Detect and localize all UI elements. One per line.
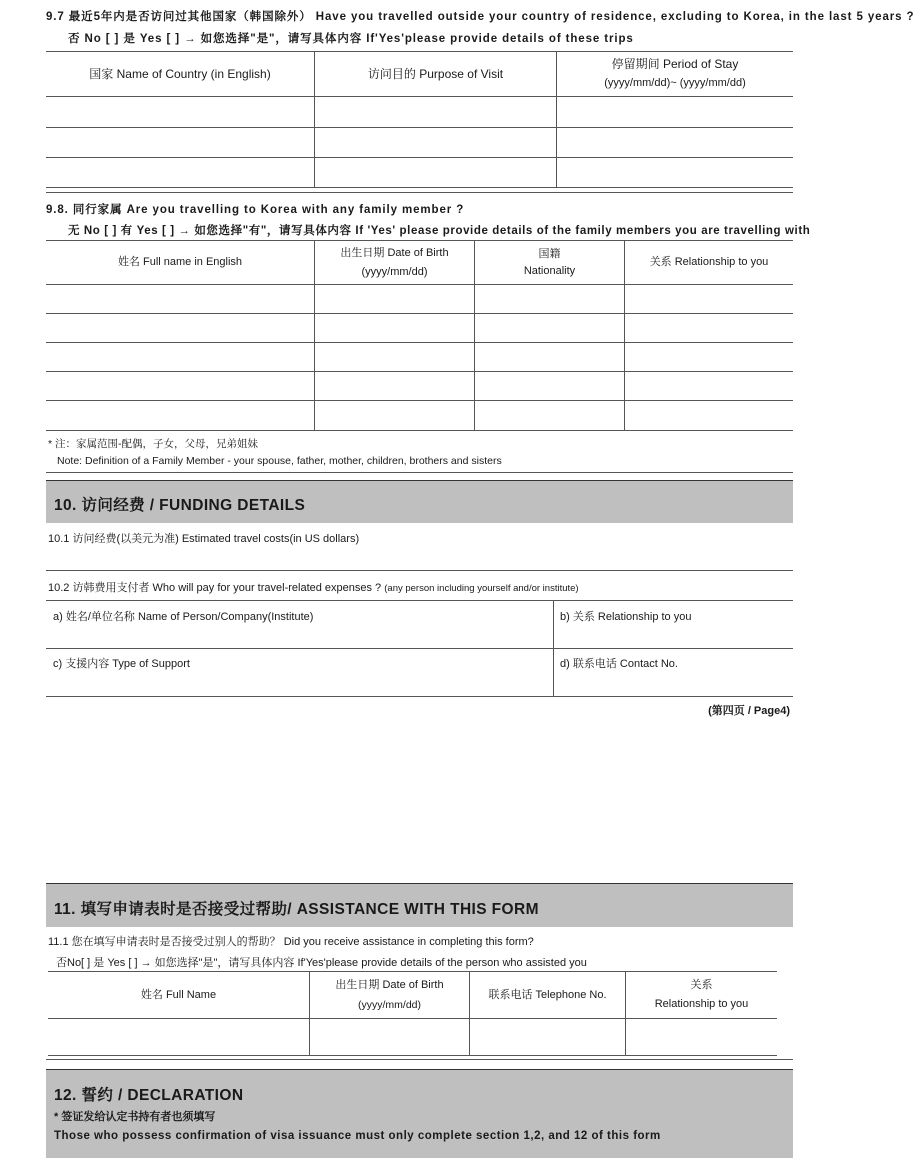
header-relationship: 关系 Relationship to you xyxy=(649,256,769,268)
travel-cost-input[interactable] xyxy=(46,546,793,570)
input-country-1[interactable] xyxy=(46,97,314,127)
header-assistant-dob: 出生日期 Date of Birth (yyyy/mm/dd) xyxy=(335,979,444,1011)
declaration-note-chinese: * 签证发给认定书持有者也须填写 xyxy=(54,1111,216,1123)
family-row-2[interactable] xyxy=(46,314,793,342)
input-assistant-phone[interactable] xyxy=(470,1019,625,1055)
section-title-funding: 10. 访问经费 / FUNDING DETAILS xyxy=(54,497,306,514)
section-header-funding xyxy=(46,480,793,523)
answer-9-7: 否 No [ ] 是 Yes [ ] → 如您选择"是"，请写具体内容 If'Yes'please provide details of these trips xyxy=(68,33,634,45)
header-purpose: 访问目的 Purpose of Visit xyxy=(367,66,504,81)
input-country-3[interactable] xyxy=(46,158,314,187)
payer-contact-field[interactable] xyxy=(554,649,793,696)
family-row-4[interactable] xyxy=(46,372,793,400)
input-purpose-3[interactable] xyxy=(315,158,556,187)
section-header-assistance xyxy=(46,883,793,927)
declaration-note-english: Those who possess confirmation of visa issuance must only complete section 1,2, and 12 of this form xyxy=(54,1130,661,1142)
question-9-7: 9.7 最近5年内是否访问过其他国家（韩国除外） Have you travelled outside your country of residence, excluding to Korea, in the last 5 years ? xyxy=(46,11,914,23)
family-row-3[interactable] xyxy=(46,343,793,371)
payer-name-field[interactable] xyxy=(46,601,553,648)
divider xyxy=(46,472,793,473)
page-number: (第四页 / Page4) xyxy=(708,705,790,717)
section-title-assistance: 11. 填写申请表时是否接受过帮助/ ASSISTANCE WITH THIS FORM xyxy=(54,901,539,918)
header-full-name: 姓名 Full name in English xyxy=(117,256,243,268)
support-type-field[interactable] xyxy=(46,649,553,696)
payer-contact-label: d) 联系电话 Contact No. xyxy=(560,658,678,670)
input-purpose-2[interactable] xyxy=(315,128,556,157)
question-11-1: 11.1 您在填写申请表时是否接受过别人的帮助？ Did you receive assistance in completing this form? xyxy=(48,936,534,948)
family-note-english: Note: Definition of a Family Member - your spouse, father, mother, children, brothers and sisters xyxy=(57,455,502,467)
support-type-label: c) 支援内容 Type of Support xyxy=(53,658,190,670)
table-border xyxy=(48,1055,777,1056)
header-assistant-phone: 联系电话 Telephone No. xyxy=(488,988,607,1001)
input-assistant-dob[interactable] xyxy=(310,1019,469,1055)
table-border xyxy=(46,430,793,431)
payer-relationship-field[interactable] xyxy=(554,601,793,648)
input-period-3[interactable] xyxy=(557,158,793,187)
answer-9-8: 无 No [ ] 有 Yes [ ] → 如您选择"有"，请写具体内容 If 'Yes' please provide details of the family members you are travelling with xyxy=(68,225,811,237)
family-row-1[interactable] xyxy=(46,285,793,313)
question-10-1: 10.1 访问经费(以美元为准) Estimated travel costs(in US dollars) xyxy=(48,533,360,545)
input-period-1[interactable] xyxy=(557,97,793,127)
header-country: 国家 Name of Country (in English) xyxy=(89,66,271,81)
question-9-8: 9.8. 同行家属 Are you travelling to Korea with any family member ? xyxy=(46,204,465,216)
header-nationality: 国籍 Nationality xyxy=(523,247,576,277)
payer-relationship-label: b) 关系 Relationship to you xyxy=(560,611,692,623)
table-border xyxy=(46,192,793,193)
divider xyxy=(46,570,793,571)
input-purpose-1[interactable] xyxy=(315,97,556,127)
header-period: 停留期间 Period of Stay (yyyy/mm/dd)~ (yyyy/mm/dd) xyxy=(604,57,746,89)
answer-11-1: 否No[ ] 是 Yes [ ] → 如您选择"是"，请写具体内容 If'Yes'please provide details of the person who assisted you xyxy=(56,957,587,969)
section-title-declaration: 12. 誓约 / DECLARATION xyxy=(54,1087,244,1104)
table-border xyxy=(46,187,793,188)
table-border xyxy=(46,1059,793,1060)
header-assistant-relationship: 关系 Relationship to you xyxy=(654,979,749,1010)
input-country-2[interactable] xyxy=(46,128,314,157)
payer-name-label: a) 姓名/单位名称 Name of Person/Company(Institute) xyxy=(53,611,314,623)
family-row-5[interactable] xyxy=(46,401,793,430)
family-note-chinese: * 注：家属范围-配偶，子女，父母，兄弟姐妹 xyxy=(48,438,258,450)
section-header-declaration xyxy=(46,1069,793,1158)
divider xyxy=(46,696,793,697)
input-assistant-relationship[interactable] xyxy=(626,1019,777,1055)
input-period-2[interactable] xyxy=(557,128,793,157)
header-date-of-birth: 出生日期 Date of Birth (yyyy/mm/dd) xyxy=(340,246,449,278)
question-10-2: 10.2 访韩费用支付者 Who will pay for your travel-related expenses ? (any person including yourself and/or institute) xyxy=(48,582,579,594)
input-assistant-name[interactable] xyxy=(48,1019,309,1055)
header-assistant-name: 姓名 Full Name xyxy=(140,988,217,1001)
